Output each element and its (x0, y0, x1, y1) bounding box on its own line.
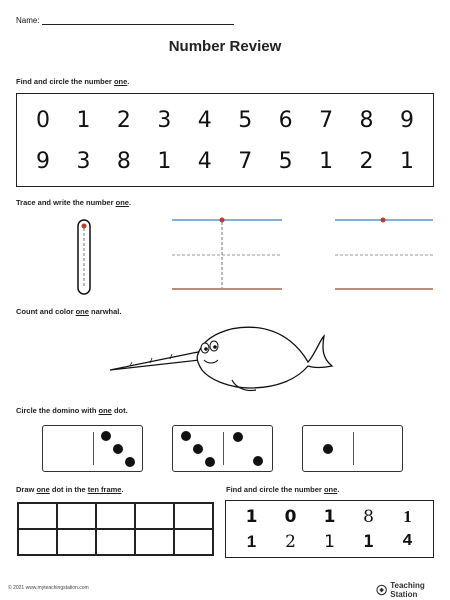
ten-frame[interactable] (17, 502, 214, 556)
ten-frame-cell[interactable] (57, 529, 96, 555)
number-box-2 (225, 500, 434, 558)
number-cell[interactable]: 2 (116, 108, 131, 133)
number-row-1 (27, 108, 423, 133)
copyright-text: © 2021 www.myteachingstation.com (8, 585, 89, 591)
number-box-1 (16, 93, 434, 187)
ten-frame-cell[interactable] (57, 503, 96, 529)
ten-frame-cell[interactable] (135, 529, 174, 555)
number-cell[interactable]: 4 (197, 149, 212, 174)
ten-frame-cell[interactable] (18, 503, 57, 529)
number-row-2 (27, 149, 423, 174)
number-cell[interactable]: 1 (319, 149, 334, 174)
number-cell[interactable]: 6 (278, 108, 293, 133)
number-cell[interactable]: 2 (359, 149, 374, 174)
start-dot (82, 224, 87, 229)
narwhal-icon[interactable] (100, 318, 340, 396)
domino-one-dot[interactable] (302, 425, 403, 472)
writing-lines-1[interactable] (172, 218, 282, 290)
instruction-find-circle-1: Find and circle the number one. (16, 77, 130, 86)
number-cell[interactable]: 1 (245, 506, 258, 527)
domino-dot (181, 431, 191, 441)
number-cell[interactable]: 1 (157, 149, 172, 174)
domino-dot (125, 457, 135, 467)
number-cell[interactable]: 1 (323, 506, 336, 527)
ten-frame-cell[interactable] (96, 529, 135, 555)
domino-dot (323, 444, 333, 454)
domino-dot (101, 431, 111, 441)
number-cell[interactable]: 1 (403, 506, 412, 526)
number-cell[interactable]: 4 (402, 532, 413, 551)
writing-lines-2[interactable] (335, 218, 433, 290)
domino-five-dots[interactable] (172, 425, 273, 472)
number-cell[interactable]: 9 (399, 108, 414, 133)
number-cell[interactable]: 8 (116, 149, 131, 174)
name-row (16, 15, 234, 25)
number-cell[interactable]: 8 (359, 108, 374, 133)
ten-frame-cell[interactable] (135, 503, 174, 529)
number-cell[interactable]: 1 (76, 108, 91, 133)
ten-frame-cell[interactable] (174, 529, 213, 555)
brand-logo (376, 581, 450, 599)
number-cell[interactable]: 0 (284, 506, 297, 527)
start-dot (220, 218, 225, 223)
ten-frame-cell[interactable] (174, 503, 213, 529)
domino-dot (113, 444, 123, 454)
domino-dot (253, 456, 263, 466)
number-cell[interactable]: 5 (238, 108, 253, 133)
model-one-outline (78, 220, 90, 294)
number-cell[interactable]: 3 (76, 149, 91, 174)
name-label: Name: (16, 16, 40, 25)
instruction-circle-domino: Circle the domino with one dot. (16, 406, 128, 415)
ten-frame-cell[interactable] (18, 529, 57, 555)
instruction-ten-frame: Draw one dot in the ten frame. (16, 485, 124, 494)
domino-dot (205, 457, 215, 467)
ten-frame-cell[interactable] (96, 503, 135, 529)
domino-three-dots[interactable] (42, 425, 143, 472)
number-cell[interactable]: 9 (36, 149, 50, 174)
number-cell[interactable]: 7 (319, 108, 334, 133)
number-cell[interactable]: 0 (36, 108, 50, 133)
domino-dot (193, 444, 203, 454)
brand-name: Teaching Station (390, 581, 425, 599)
number-cell[interactable]: 5 (278, 149, 293, 174)
number-cell[interactable]: 1 (399, 149, 414, 174)
number-cell[interactable]: 2 (285, 531, 296, 552)
number-cell[interactable]: 3 (157, 108, 172, 133)
instruction-trace-write: Trace and write the number one. (16, 198, 132, 207)
instruction-find-circle-2: Find and circle the number one. (226, 485, 340, 494)
number-cell[interactable]: 7 (238, 149, 253, 174)
teaching-station-logo-icon (376, 584, 387, 596)
domino-dot (233, 432, 243, 442)
number-cell[interactable]: 1 (324, 531, 335, 552)
number-cell[interactable]: 1 (246, 531, 257, 551)
tracing-area (0, 210, 450, 300)
name-field[interactable] (42, 15, 234, 25)
number-cell[interactable]: 8 (363, 506, 374, 527)
page-title: Number Review (168, 38, 282, 55)
number-cell[interactable]: 4 (197, 108, 212, 133)
start-dot (381, 218, 386, 223)
instruction-count-color: Count and color one narwhal. (16, 307, 122, 316)
number-cell[interactable]: 1 (363, 531, 374, 552)
